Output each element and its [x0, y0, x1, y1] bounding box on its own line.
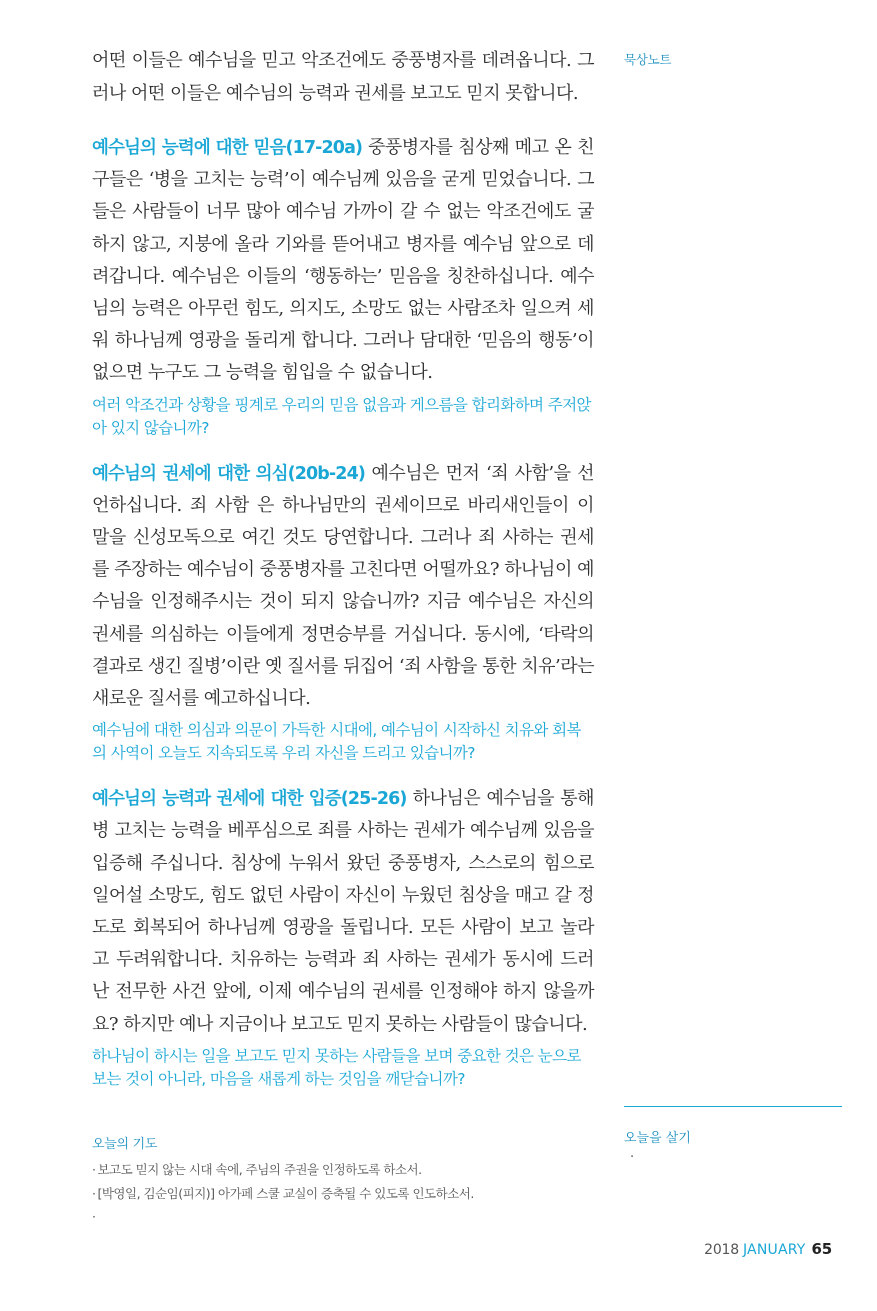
prayer-item-text: [박영일, 김순임(피지)] 아가페 스쿨 교실이 증축될 수 있도록 인도하소서.: [97, 1185, 474, 1201]
prayer-box: [92, 1133, 594, 1229]
bullet-icon: ·: [92, 1185, 96, 1201]
footer-month: JANUARY: [742, 1242, 806, 1258]
bullet-icon: ·: [92, 1209, 96, 1224]
section-heading: 예수님의 권세에 대한 의심(20b-24): [92, 463, 365, 484]
prayer-item-text: 보고도 믿지 않는 시대 속에, 주님의 주권을 인정하도록 하소서.: [97, 1162, 422, 1177]
section-body-text: 중풍병자를 침상째 메고 온 친구들은 ‘병을 고치는 능력’이 예수님께 있음을 굳게 믿었습니다. 그들은 사람들이 너무 많아 예수님 가까이 갈 수 없는 악조건에도 굴하지 않고, 지붕에 올라 기와를 뜯어내고 병자를 예수님 앞으로 데려갑니다. 예수님은 이들의 ‘행동하는’ 믿음을 칭찬하십니다. 예수님의 능력은 아무런 힘도, 의지도, 소망도 없는 사람조차 일으켜 세워 하나님께 영광을 돌리게 합니다. 그러나 담대한 ‘믿음의 행동’이 없으면 누구도 그 능력을 힘입을 수 없습니다.: [92, 137, 594, 384]
prayer-title: 오늘의 기도: [92, 1137, 158, 1152]
bullet-icon: ·: [92, 1162, 96, 1177]
section-body-paragraph: [92, 783, 594, 1041]
section-heading: 예수님의 능력에 대한 믿음(17-20a): [92, 138, 363, 158]
live-today-bullet: ·: [630, 1150, 635, 1165]
page-number: 65: [811, 1240, 832, 1258]
sidebar-divider: [624, 1106, 842, 1107]
section-body-text: 하나님은 예수님을 통해 병 고치는 능력을 베푸심으로 죄를 사하는 권세가 예수님께 있음을 입증해 주십니다. 침상에 누워서 왔던 중풍병자, 스스로의 힘으로 일어설 소망도, 힘도 없던 사람이 자신이 누웠던 침상을 매고 갈 정도로 회복되어 하나님께 영광을 돌립니다. 모든 사람이 보고 놀라고 두려워합니다. 치유하는 능력과 죄 사하는 권세가 동시에 드러난 전무한 사건 앞에, 이제 예수님의 권세를 인정해야 하지 않을까요? 하지만 예나 지금이나 보고도 믿지 못하는 사람들이 많습니다.: [92, 788, 594, 1035]
application-question: 여러 악조건과 상황을 핑계로 우리의 믿음 없음과 게으름을 합리화하며 주저앉아 있지 않습니까?: [92, 395, 591, 437]
application-question: 하나님이 하시는 일을 보고도 믿지 못하는 사람들을 보며 중요한 것은 눈으로 보는 것이 아니라, 마음을 새롭게 하는 것임을 깨닫습니까?: [92, 1046, 581, 1088]
footer-year: 2018: [704, 1242, 739, 1258]
prayer-item: [92, 1205, 594, 1229]
section-body-text: 예수님은 먼저 ‘죄 사함’을 선언하십니다. 죄 사함 은 하나님만의 권세이므로 바리새인들이 이 말을 신성모독으로 여긴 것도 당연합니다. 그러나 죄 사하는 권세를 주장하는 예수님이 중풍병자를 고친다면 어떨까요? 하나님이 예수님을 인정해주시는 것이 되지 않습니까? 지금 예수님은 자신의 권세를 의심하는 이들에게 정면승부를 거십니다. 동시에, ‘타락의 결과로 생긴 질병’이란 옛 질서를 뒤집어 ‘죄 사함을 통한 치유’라는 새로운 질서를 예고하십니다.: [92, 462, 594, 710]
section-body-paragraph: [92, 132, 594, 390]
application-question: 예수님에 대한 의심과 의문이 가득한 시대에, 예수님이 시작하신 치유와 회복의 사역이 오늘도 지속되도록 우리 자신을 드리고 있습니까?: [92, 721, 581, 763]
section-proof: [92, 783, 594, 1091]
prayer-item: [92, 1182, 594, 1206]
meditation-note-label: 묵상노트: [624, 52, 672, 67]
prayer-item: [92, 1158, 594, 1182]
section-doubt: [92, 458, 594, 766]
intro-paragraph: 어떤 이들은 예수님을 믿고 악조건에도 중풍병자를 데려옵니다. 그러나 어떤 이들은 예수님의 능력과 권세를 보고도 믿지 못합니다.: [92, 50, 594, 104]
live-today-label: 오늘을 살기: [624, 1131, 691, 1146]
section-body-paragraph: [92, 458, 594, 716]
prayer-list: [92, 1158, 594, 1229]
section-heading: 예수님의 능력과 권세에 대한 입증(25-26): [92, 789, 407, 810]
main-column: [92, 44, 594, 1109]
page-footer: [704, 1240, 832, 1258]
section-faith: [92, 132, 594, 440]
